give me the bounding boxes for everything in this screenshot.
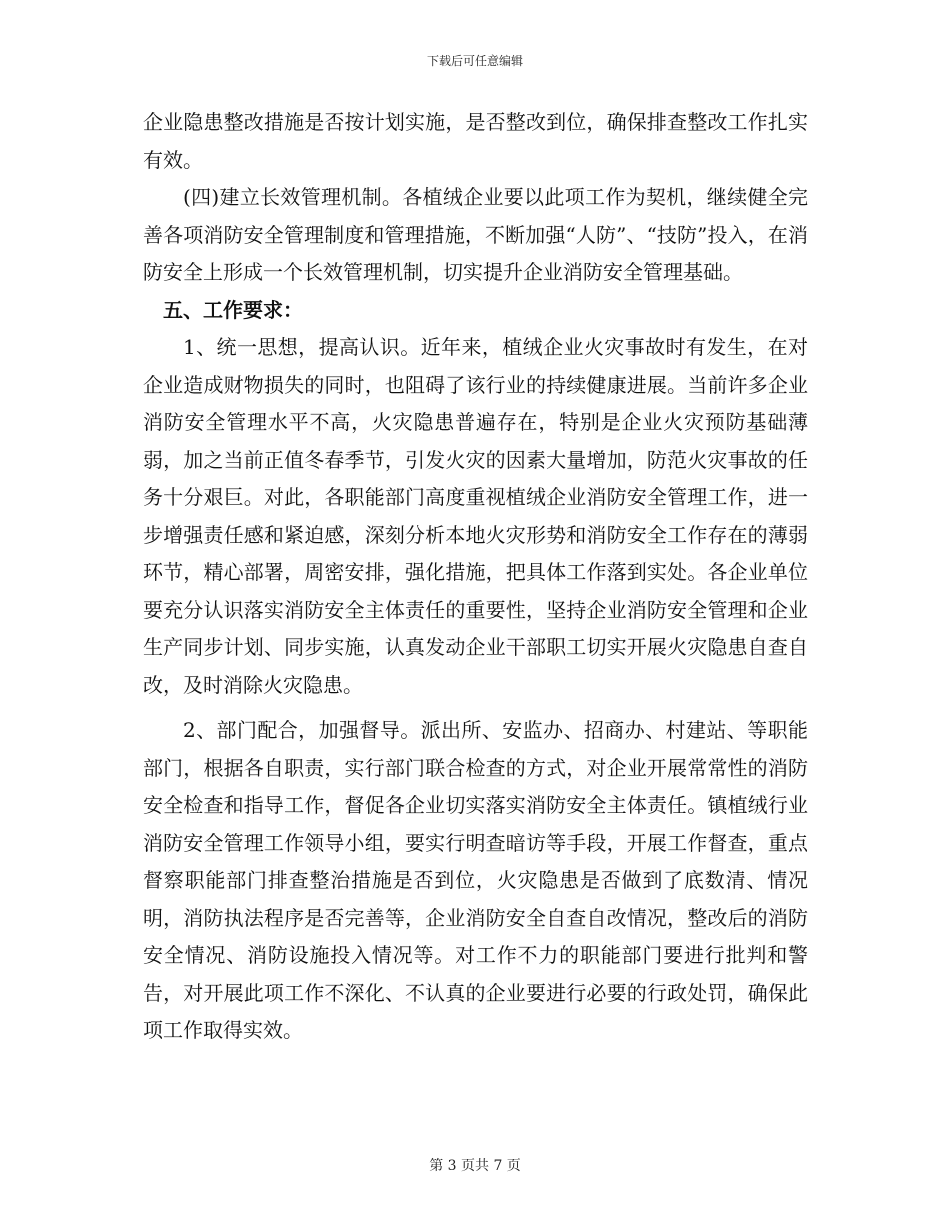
paragraph-requirement-2: 2、部门配合，加强督导。派出所、安监办、招商办、村建站、等职能部门，根据各自职责，实行部门联合检查的方式，对企业开展常常性的消防安全检查和指导工作，督促各企业切实落实消防安全主体责任。镇植绒行业消防安全管理工作领导小组，要实行明查暗访等手段，开展工作督查，重点督察职能部门排查整治措施是否到位，火灾隐患是否做到了底数清、情况明，消防执法程序是否完善等，企业消防安全自查自改情况，整改后的消防安全情况、消防设施投入情况等。对工作不力的职能部门要进行批判和警告，对开展此项工作不深化、不认真的企业要进行必要的行政处罚，确保此项工作取得实效。: [143, 718, 808, 1042]
paragraph-requirement-1: 1、统一思想，提高认识。近年来，植绒企业火灾事故时有发生，在对企业造成财物损失的同时，也阻碍了该行业的持续健康进展。当前许多企业消防安全管理水平不高，火灾隐患普遍存在，特别是企业火灾预防基础薄弱，加之当前正值冬春季节，引发火灾的因素大量增加，防范火灾事故的任务十分艰巨。对此，各职能部门高度重视植绒企业消防安全管理工作，进一步增强责任感和紧迫感，深刻分析本地火灾形势和消防安全工作存在的薄弱环节，精心部署，周密安排，强化措施，把具体工作落到实处。各企业单位要充分认识落实消防安全主体责任的重要性，坚持企业消防安全管理和企业生产同步计划、同步实施，认真发动企业干部职工切实开展火灾隐患自查自改，及时消除火灾隐患。: [143, 335, 808, 697]
page-header: 下载后可任意编辑: [426, 54, 523, 68]
page-footer: 第 3 页共 7 页: [429, 1158, 521, 1174]
document-body: [143, 104, 808, 1050]
paragraph-long-term-mechanism: (四)建立长效管理机制。各植绒企业要以此项工作为契机，继续健全完善各项消防安全管理制度和管理措施，不断加强“人防”、“技防”投入，在消防安全上形成一个长效管理机制，切实提升企业消防安全管理基础。: [143, 185, 808, 284]
section-heading-work-requirements: 五、工作要求：: [163, 297, 303, 322]
paragraph-continuation: 企业隐患整改措施是否按计划实施，是否整改到位，确保排查整改工作扎实有效。: [143, 110, 808, 172]
